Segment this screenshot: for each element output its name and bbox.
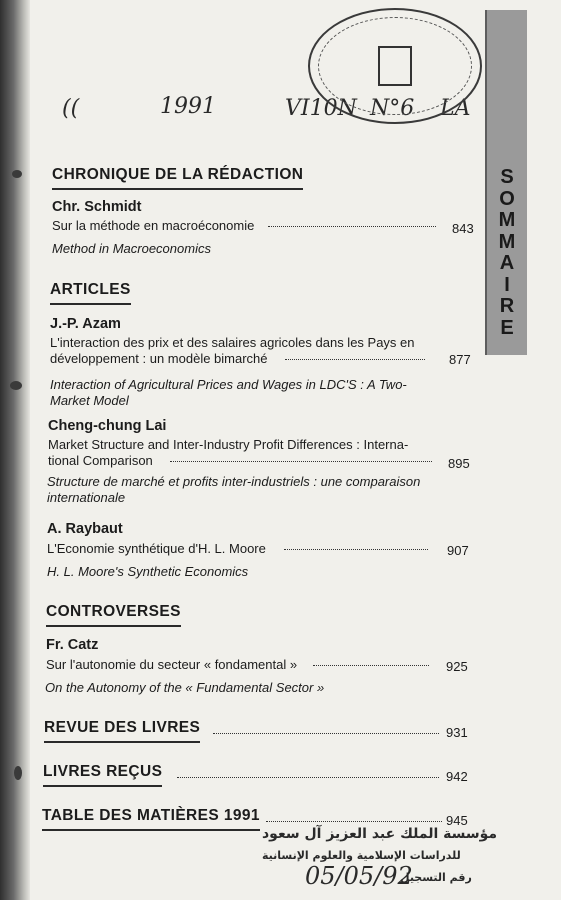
dot-leader	[313, 664, 429, 666]
page-number: 931	[446, 725, 468, 740]
dot-leader	[284, 548, 428, 550]
dot-leader	[213, 732, 439, 734]
handwritten-year: 1991	[160, 94, 216, 119]
handwritten-mark-right: LA	[440, 96, 471, 121]
author-lai: Cheng-chung Lai	[48, 418, 167, 434]
page-number: 945	[446, 813, 468, 828]
stamp-emblem-icon	[378, 46, 412, 86]
author-azam: J.-P. Azam	[50, 316, 121, 332]
sommaire-letter: S	[500, 166, 514, 188]
dot-leader	[177, 776, 439, 778]
sommaire-letter: I	[504, 273, 510, 296]
english-title-line1: Interaction of Agricultural Prices and Wages in LDC'S : A Two-	[50, 377, 407, 392]
section-heading-chronique: CHRONIQUE DE LA RÉDACTION	[52, 166, 303, 190]
english-title: On the Autonomy of the « Fundamental Sector »	[45, 680, 325, 695]
dot-leader	[268, 225, 436, 227]
author-catz: Fr. Catz	[46, 637, 99, 653]
sommaire-letter: O	[499, 187, 515, 210]
handwritten-issue-number: N°6	[370, 96, 415, 121]
sommaire-letter: E	[500, 316, 514, 339]
english-title: Method in Macroeconomics	[52, 241, 211, 256]
section-heading-table-des-matieres: TABLE DES MATIÈRES 1991	[42, 807, 260, 831]
book-binding-shadow	[0, 0, 30, 900]
sommaire-letter: M	[498, 230, 516, 253]
library-stamp-date: 05/05/92	[305, 862, 413, 890]
page-number: 895	[448, 456, 470, 471]
section-heading-articles: ARTICLES	[50, 281, 131, 305]
page-number: 907	[447, 543, 469, 558]
dot-leader	[285, 358, 425, 360]
toc-entry-azam-title-line2: développement : un modèle bimarché	[50, 351, 429, 367]
handwritten-mark-left: ((	[62, 96, 80, 121]
library-stamp-line2: للدراسات الإسلامية والعلوم الإنسانية	[262, 849, 461, 862]
toc-entry-lai-title-line2: tional Comparison	[48, 453, 436, 469]
english-title-line2: internationale	[47, 490, 126, 505]
author-raybaut: A. Raybaut	[47, 521, 123, 537]
scan-mark	[10, 381, 22, 390]
author-schmidt: Chr. Schmidt	[52, 199, 142, 215]
page-number: 877	[449, 352, 471, 367]
library-stamp-line1: مؤسسة الملك عبد العزيز آل سعود	[262, 826, 498, 842]
toc-entry-schmidt-title: Sur la méthode en macroéconomie	[52, 218, 442, 234]
scan-mark	[14, 766, 22, 780]
sommaire-letter: R	[499, 295, 515, 317]
handwritten-month: VI10N	[285, 96, 357, 121]
section-heading-revue: REVUE DES LIVRES	[44, 719, 200, 743]
dot-leader	[266, 820, 442, 822]
toc-entry-azam-title-line1: L'interaction des prix et des salaires agricoles dans les Pays en	[50, 335, 415, 350]
page-number: 925	[446, 659, 468, 674]
toc-entry-catz-title: Sur l'autonomie du secteur « fondamental »	[46, 657, 433, 673]
page-number: 843	[452, 221, 474, 236]
section-heading-controverses: CONTROVERSES	[46, 603, 181, 627]
section-heading-livres-recus: LIVRES REÇUS	[43, 763, 162, 787]
sommaire-letter: A	[499, 252, 515, 274]
sommaire-letter: M	[498, 209, 516, 231]
toc-entry-raybaut-title: L'Economie synthétique d'H. L. Moore	[47, 541, 432, 557]
library-stamp-line3: رقم التسجيل	[400, 871, 472, 884]
english-title-line2: Market Model	[50, 393, 129, 408]
page-number: 942	[446, 769, 468, 784]
dot-leader	[170, 460, 432, 462]
scan-mark	[12, 170, 22, 178]
english-title: H. L. Moore's Synthetic Economics	[47, 564, 249, 579]
english-title-line1: Structure de marché et profits inter-industriels : une comparaison	[47, 474, 421, 489]
sommaire-side-tab	[485, 10, 527, 355]
toc-entry-lai-title-line1: Market Structure and Inter-Industry Profit Differences : Interna-	[48, 437, 409, 452]
